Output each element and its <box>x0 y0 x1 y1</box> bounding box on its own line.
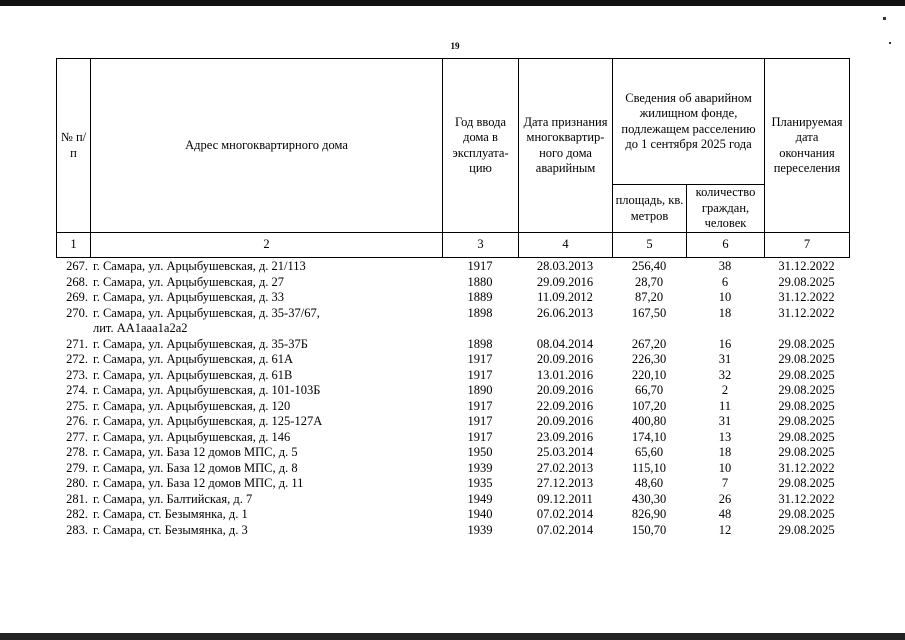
row-people: 11 <box>718 398 732 413</box>
row-year: 1940 <box>467 507 493 521</box>
row-address <box>90 507 442 523</box>
row-people: 16 <box>718 336 732 351</box>
table-row <box>56 306 849 337</box>
row-year: 1939 <box>467 522 493 537</box>
row-planned: 29.08.2025 <box>778 414 835 428</box>
row-area: 167,50 <box>631 305 667 320</box>
row-people: 38 <box>718 259 732 273</box>
row-address <box>90 290 442 306</box>
header-year: Год ввода дома в эксплуата-цию <box>443 59 519 233</box>
row-date: 07.02.2014 <box>536 522 594 537</box>
table-row <box>56 461 849 477</box>
row-people: 7 <box>721 476 729 490</box>
row-people: 48 <box>718 507 732 521</box>
col-number: 1 <box>57 233 91 258</box>
row-area: 65,60 <box>634 445 664 459</box>
row-year: 1950 <box>467 445 493 459</box>
row-address <box>90 352 442 368</box>
row-area: 400,80 <box>631 414 667 428</box>
row-people: 31 <box>718 352 732 366</box>
row-date: 27.02.2013 <box>536 460 594 475</box>
row-planned: 29.08.2025 <box>778 352 835 366</box>
row-people: 12 <box>718 522 732 537</box>
row-address <box>90 275 442 291</box>
row-number: 283. <box>66 522 88 537</box>
row-planned: 29.08.2025 <box>778 445 835 459</box>
table-row <box>56 337 849 353</box>
row-address <box>90 430 442 446</box>
row-year: 1935 <box>467 476 493 490</box>
scan-top-border <box>0 0 905 6</box>
row-planned: 31.12.2022 <box>778 460 835 475</box>
header-people: количество граждан, человек <box>687 185 765 233</box>
row-year: 1917 <box>467 429 493 444</box>
row-address <box>90 399 442 415</box>
row-address-line: г. Самара, ул. Арцыбушевская, д. 61В <box>93 367 293 382</box>
row-date: 25.03.2014 <box>536 445 594 459</box>
row-people: 13 <box>718 429 732 444</box>
row-address-line: г. Самара, ул. Балтийская, д. 7 <box>93 491 253 506</box>
row-planned: 31.12.2022 <box>778 491 835 506</box>
row-address <box>90 259 442 275</box>
row-people: 10 <box>718 290 732 304</box>
row-address <box>90 523 442 539</box>
row-address-line: г. Самара, ул. Арцыбушевская, д. 33 <box>93 290 285 304</box>
scan-bottom-border <box>0 633 905 640</box>
row-number: 269. <box>66 290 88 304</box>
housing-table <box>56 259 849 538</box>
row-area: 430,30 <box>631 491 667 506</box>
row-people: 2 <box>721 383 729 397</box>
col-number: 7 <box>765 233 850 258</box>
row-people: 10 <box>718 460 732 475</box>
row-date: 11.09.2012 <box>537 290 593 304</box>
page-number: 19 <box>450 41 460 51</box>
row-date: 08.04.2014 <box>536 336 594 351</box>
row-address-line: г. Самара, ул. Арцыбушевская, д. 146 <box>93 429 291 444</box>
table-row <box>56 507 849 523</box>
row-planned: 29.08.2025 <box>778 398 835 413</box>
table-row <box>56 430 849 446</box>
row-planned: 31.12.2022 <box>778 290 835 304</box>
table-row <box>56 290 849 306</box>
row-area: 267,20 <box>631 336 667 351</box>
header-area: площадь, кв. метров <box>613 185 687 233</box>
table-row <box>56 445 849 461</box>
row-people: 32 <box>718 367 732 382</box>
row-year: 1917 <box>467 259 493 273</box>
row-planned: 29.08.2025 <box>778 522 835 537</box>
row-address-line: г. Самара, ст. Безымянка, д. 3 <box>93 522 248 537</box>
row-people: 18 <box>718 445 732 459</box>
row-date: 09.12.2011 <box>537 491 593 506</box>
table-row <box>56 352 849 368</box>
header-address: Адрес многоквартирного дома <box>91 59 443 233</box>
row-people: 6 <box>721 274 729 289</box>
header-num: № п/п <box>57 59 91 233</box>
header-planned: Планируемая дата окончания переселения <box>765 59 850 233</box>
row-address <box>90 368 442 384</box>
row-date: 07.02.2014 <box>536 507 594 521</box>
row-year: 1890 <box>467 383 493 397</box>
table-row <box>56 368 849 384</box>
col-number: 5 <box>613 233 687 258</box>
row-address <box>90 383 442 399</box>
table-row <box>56 275 849 291</box>
row-year: 1898 <box>467 305 493 320</box>
row-number: 276. <box>66 414 88 428</box>
row-area: 48,60 <box>634 476 664 490</box>
row-number: 268. <box>66 274 88 289</box>
row-year: 1917 <box>467 352 493 366</box>
row-date: 20.09.2016 <box>536 414 594 428</box>
row-address-line: г. Самара, ул. База 12 домов МПС, д. 5 <box>93 445 298 459</box>
row-area: 87,20 <box>634 290 664 304</box>
row-number: 279. <box>66 460 88 475</box>
row-area: 826,90 <box>631 507 667 521</box>
row-address-line: г. Самара, ул. Арцыбушевская, д. 125-127А <box>93 414 323 428</box>
row-number: 277. <box>66 429 88 444</box>
row-year: 1939 <box>467 460 493 475</box>
row-number: 282. <box>66 507 88 521</box>
row-area: 226,30 <box>631 352 667 366</box>
row-address-line: г. Самара, ул. Арцыбушевская, д. 21/113 <box>93 259 306 273</box>
row-address-line: г. Самара, ул. Арцыбушевская, д. 61А <box>93 352 294 366</box>
row-year: 1949 <box>467 491 493 506</box>
col-number: 4 <box>519 233 613 258</box>
row-area: 115,10 <box>632 460 666 475</box>
table-row <box>56 476 849 492</box>
row-number: 278. <box>66 445 88 459</box>
table-row <box>56 414 849 430</box>
row-planned: 29.08.2025 <box>778 507 835 521</box>
row-year: 1917 <box>467 398 493 413</box>
row-planned: 29.08.2025 <box>778 476 835 490</box>
row-date: 20.09.2016 <box>536 383 594 397</box>
table-header <box>56 58 850 258</box>
row-address-line: г. Самара, ст. Безымянка, д. 1 <box>93 507 248 521</box>
row-number: 280. <box>66 476 88 490</box>
row-date: 13.01.2016 <box>536 367 594 382</box>
row-area: 107,20 <box>631 398 667 413</box>
row-area: 66,70 <box>634 383 664 397</box>
row-planned: 31.12.2022 <box>778 305 835 320</box>
row-planned: 29.08.2025 <box>778 274 835 289</box>
row-address-line: г. Самара, ул. Арцыбушевская, д. 101-103Б <box>93 383 321 397</box>
row-date: 20.09.2016 <box>536 352 594 366</box>
row-number: 274. <box>66 383 88 397</box>
row-planned: 29.08.2025 <box>778 383 835 397</box>
row-date: 29.09.2016 <box>536 274 594 289</box>
row-area: 150,70 <box>631 522 667 537</box>
row-number: 281. <box>66 491 88 506</box>
row-year: 1917 <box>467 367 493 382</box>
row-address <box>90 414 442 430</box>
row-number: 273. <box>66 367 88 382</box>
row-area: 220,10 <box>631 367 667 382</box>
row-area: 174,10 <box>631 429 667 444</box>
col-number: 2 <box>91 233 443 258</box>
row-address <box>90 445 442 461</box>
row-address <box>90 337 442 353</box>
row-people: 18 <box>718 305 732 320</box>
row-address <box>90 306 442 337</box>
row-address <box>90 492 442 508</box>
scan-speck <box>889 42 891 44</box>
row-date: 26.06.2013 <box>536 305 594 320</box>
row-number: 270. <box>66 305 88 320</box>
row-planned: 29.08.2025 <box>778 429 835 444</box>
row-address-line: г. Самара, ул. Арцыбушевская, д. 35-37/67, <box>93 305 320 320</box>
row-area: 28,70 <box>634 274 664 289</box>
table-row <box>56 399 849 415</box>
row-planned: 31.12.2022 <box>778 259 835 273</box>
row-address-line: г. Самара, ул. База 12 домов МПС, д. 8 <box>93 460 298 475</box>
table-row <box>56 492 849 508</box>
row-year: 1917 <box>467 414 493 428</box>
header-info: Сведения об аварийном жилищном фонде, подлежащем расселению до 1 сентября 2025 года <box>613 59 765 185</box>
row-number: 267. <box>66 259 88 273</box>
row-number: 272. <box>66 352 88 366</box>
row-year: 1898 <box>467 336 493 351</box>
row-planned: 29.08.2025 <box>778 336 835 351</box>
col-number: 6 <box>687 233 765 258</box>
col-number: 3 <box>443 233 519 258</box>
row-number: 271. <box>66 336 88 351</box>
scan-speck <box>883 17 886 20</box>
row-planned: 29.08.2025 <box>778 367 835 382</box>
row-people: 31 <box>718 414 732 428</box>
row-date: 27.12.2013 <box>536 476 594 490</box>
row-year: 1889 <box>467 290 493 304</box>
table-row <box>56 259 849 275</box>
header-date: Дата признания многоквартир-ного дома аварийным <box>519 59 613 233</box>
row-date: 28.03.2013 <box>536 259 594 273</box>
row-address <box>90 461 442 477</box>
row-address-line: г. Самара, ул. Арцыбушевская, д. 120 <box>93 398 291 413</box>
row-people: 26 <box>718 491 732 506</box>
table-row <box>56 383 849 399</box>
row-date: 23.09.2016 <box>536 429 594 444</box>
row-address <box>90 476 442 492</box>
row-area: 256,40 <box>631 259 667 273</box>
row-year: 1880 <box>467 274 493 289</box>
table-row <box>56 523 849 539</box>
row-date: 22.09.2016 <box>536 398 594 413</box>
row-address-line: г. Самара, ул. Арцыбушевская, д. 27 <box>93 274 285 289</box>
row-address-line: г. Самара, ул. Арцыбушевская, д. 35-37Б <box>93 336 308 351</box>
row-address-line: лит. АА1ааа1а2а2 <box>93 321 188 335</box>
row-number: 275. <box>66 398 88 413</box>
row-address-line: г. Самара, ул. База 12 домов МПС, д. 11 <box>93 476 304 490</box>
